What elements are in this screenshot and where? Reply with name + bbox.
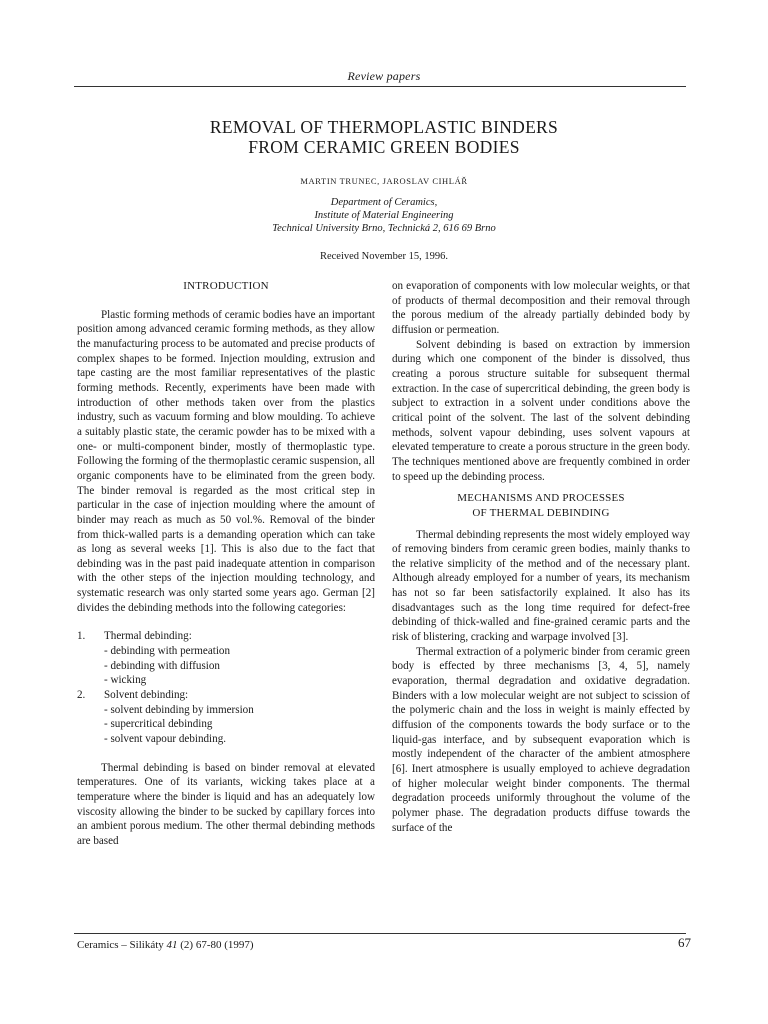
footer-rule — [74, 933, 686, 934]
title-line-1: REMOVAL OF THERMOPLASTIC BINDERS — [209, 117, 559, 137]
intro-paragraph-2: Thermal debinding is based on binder removal at elevated temperatures. One of its variants, wicking takes place at a temperature where the binder is liquid and has an adequately low viscosity allowing the binder to be sucked by capillary forces into an ambient porous medium. The other thermal debinding methods are based — [77, 761, 375, 847]
list-number: 2. — [77, 689, 86, 702]
journal-issue: (2) 67-80 (1997) — [180, 939, 254, 951]
journal-citation — [77, 939, 254, 951]
running-head: Review papers — [347, 69, 421, 83]
right-column — [392, 279, 690, 835]
affiliation-line-1: Department of Ceramics, — [330, 197, 438, 208]
list-number: 1. — [77, 630, 86, 643]
list-subitem: - debinding with diffusion — [104, 659, 220, 672]
list-subitem: - wicking — [104, 674, 147, 687]
right-paragraph-3: Thermal debinding represents the most widely employed way of removing binders from ceramic green bodies, mainly thanks to the relative simplicity of the method and of the necessary plant. Although already employed for a number of years, its mechanism has not so far been satisfactorily explained. It also has its disadvantages such as the long time required for defect-free debinding of thick-walled and fine-grained ceramic parts and the risk of blistering, cracking and warpage involved [3]. — [392, 528, 690, 644]
right-paragraph-2: Solvent debinding is based on extraction by immersion during which one component of the binder is dissolved, thus creating a porous structure suitable for subsequent thermal extraction. In the case of supercritical debinding, the green body is subject to extraction in a solvent under conditions above the critical point of the solvent. The last of the solvent debinding methods, solvent vapour debinding, uses solvent vapours at elevated temperature to create a porous structure in the green body. The techniques mentioned above are frequently combined in order to speed up the debinding process. — [392, 338, 690, 483]
intro-paragraph-1: Plastic forming methods of ceramic bodies have an important position among advanced ceramic forming methods, as they allow the manufacturing process to be automated and precise products of complex shapes to be formed. Injection moulding, extrusion and tape casting are the most familiar representatives of the plastic forming methods. Recently, experiments have been made with introduction of other methods taken over from the plastics industry, such as vacuum forming and blow moulding. To achieve a suitably plastic state, the ceramic powder has to be mixed with a one- or multi-component binder, mostly of thermoplastic type. Following the forming of the thermoplastic ceramic suspension, all organic components have to be eliminated from the green body. The binder removal is regarded as the most critical step in particular in the case of injection moulding where the amount of binder may reach as much as 50 vol.%. Removal of the binder from thick-walled parts is a demanding operation which can take as long as several weeks [1]. This is also due to the fact that debinding was in the past paid inadequate attention in comparison with the other steps of the injection moulding technology, and systematic research was only started some years ago. German [2] divides the debinding methods into the following categories: — [77, 308, 375, 614]
list-subitem: - solvent debinding by immersion — [104, 703, 254, 716]
list-item — [77, 688, 375, 747]
affiliation-line-3: Technical University Brno, Technická 2, 616 69 Brno — [272, 223, 496, 234]
journal-volume: 41 — [166, 939, 178, 951]
section-heading-introduction: INTRODUCTION — [183, 280, 269, 292]
debinding-categories-list — [77, 629, 375, 746]
authors: MARTIN TRUNEC, JAROSLAV CIHLÁŘ — [300, 176, 468, 186]
affiliation — [0, 196, 768, 235]
affiliation-line-2: Institute of Material Engineering — [314, 210, 454, 221]
page-number: 67 — [678, 935, 691, 950]
section-heading-line-2: OF THERMAL DEBINDING — [472, 506, 610, 519]
list-subitem: - solvent vapour debinding. — [104, 733, 227, 746]
section-heading-line-1: MECHANISMS AND PROCESSES — [457, 492, 625, 505]
list-label: Thermal debinding: — [104, 630, 192, 643]
list-label: Solvent debinding: — [104, 689, 189, 702]
list-subitem: - supercritical debinding — [104, 718, 213, 731]
list-item — [77, 629, 375, 688]
received-date: Received November 15, 1996. — [319, 251, 448, 262]
right-paragraph-4: Thermal extraction of a polymeric binder from ceramic green body is effected by three mechanisms [3, 4, 5], namely evaporation, thermal degradation and oxidative degradation. Binders with a low molecular weight are not subject to scission of the polymeric chain and the loss in weight is mainly effected by diffusion of the components towards the body surface or to the liquid-gas interface, and by subsequent evaporation which is mostly independent of the character of the ambient atmosphere [6]. Inert atmosphere is usually employed to achieve degradation of higher molecular weight binder components. The thermal degradation proceeds uniformly throughout the volume of the polymer phase. The degradation products diffuse towards the surface of the — [392, 645, 690, 834]
paper-title — [0, 117, 768, 157]
header-rule — [74, 86, 686, 87]
left-column — [77, 279, 375, 849]
right-paragraph-1: on evaporation of components with low molecular weights, or that of products of thermal decomposition and their removal through the porous medium of the already partially debinded body by diffusion or permeation. — [392, 280, 690, 336]
journal-name: Ceramics – Silikáty — [77, 939, 164, 951]
title-line-2: FROM CERAMIC GREEN BODIES — [248, 137, 520, 157]
list-subitem: - debinding with permeation — [104, 645, 231, 658]
section-heading-mechanisms — [392, 491, 690, 520]
